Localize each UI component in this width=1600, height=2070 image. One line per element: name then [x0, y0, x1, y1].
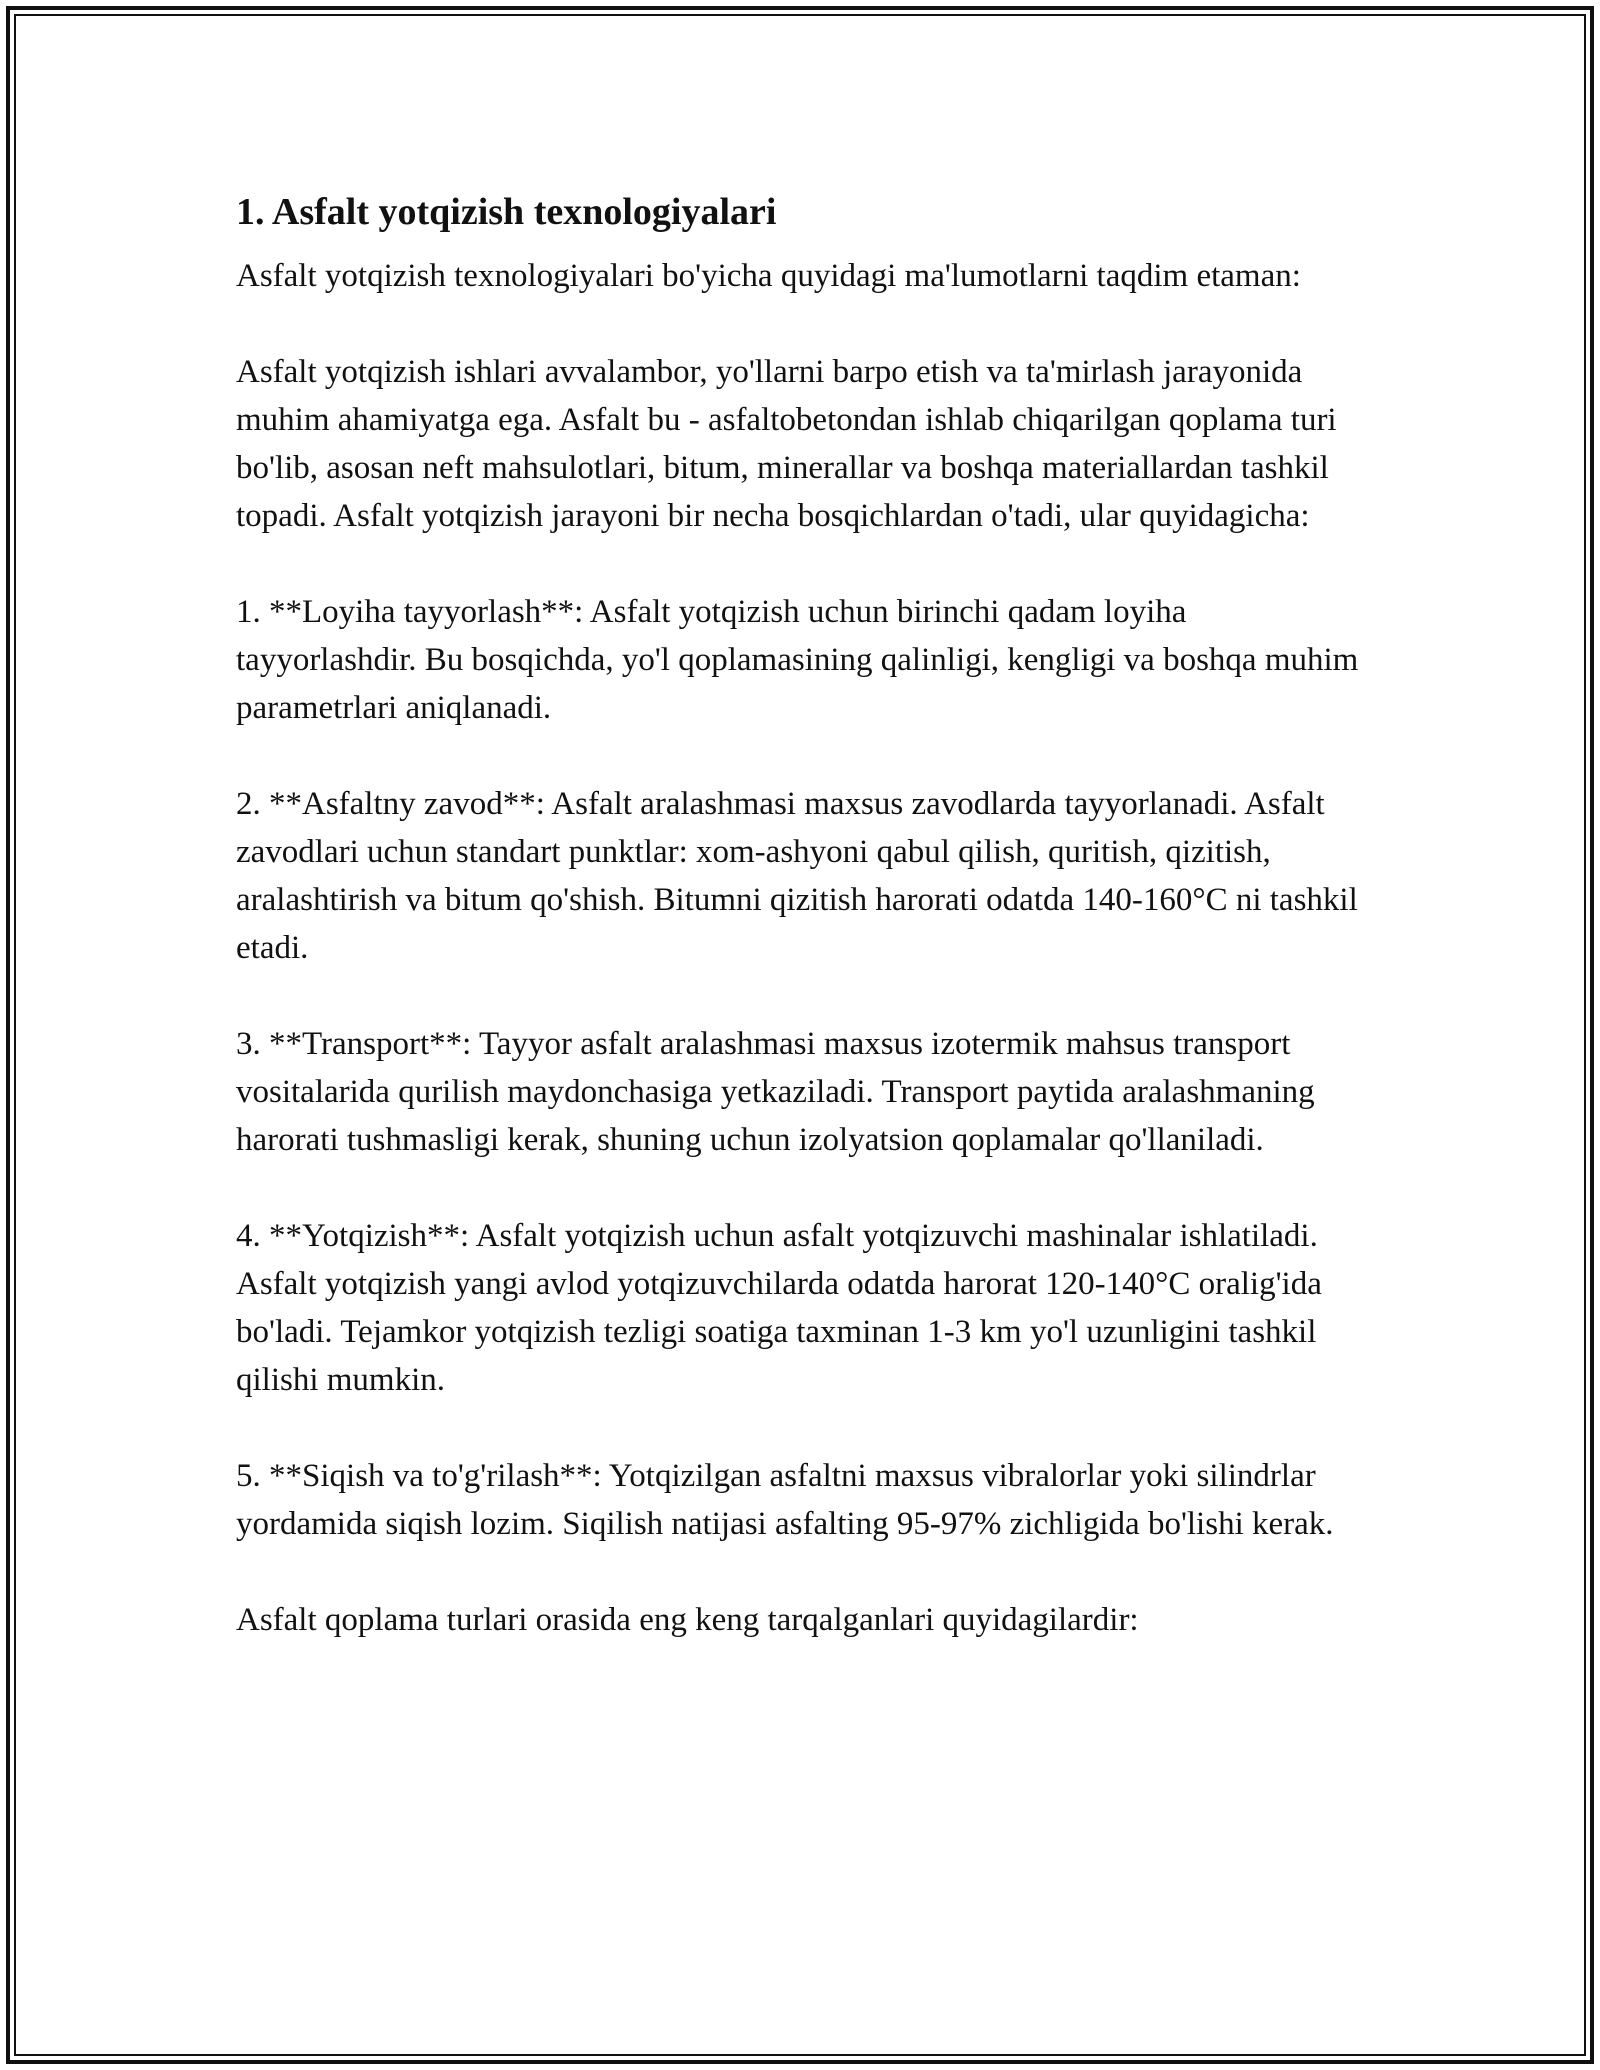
step-3-paragraph: 3. **Transport**: Tayyor asfalt aralashmasi maxsus izotermik mahsus transport vositalarida qurilish maydonchasiga yetkaziladi. Transport paytida aralashmaning harorati tushmasligi kerak, shuning uchun izolyatsion qoplamalar qo'llaniladi. — [236, 1026, 1315, 1158]
step-4-paragraph: 4. **Yotqizish**: Asfalt yotqizish uchun asfalt yotqizuvchi mashinalar ishlatiladi. Asfalt yotqizish yangi avlod yotqizuvchilarda odatda harorat 120-140°C oralig'ida bo'ladi. Tejamkor yotqizish tezligi soatiga taxminan 1-3 km yo'l uzunligini tashkil qilishi mumkin. — [236, 1218, 1322, 1398]
step-2-paragraph: 2. **Asfaltny zavod**: Asfalt aralashmasi maxsus zavodlarda tayyorlanadi. Asfalt zavodlari uchun standart punktlar: xom-ashyoni qabul qilish, quritish, qizitish, aralashtirish va bitum qo'shish. Bitumni qizitish harorati odatda 140-160°C ni tashkil etadi. — [236, 786, 1358, 966]
step-1-paragraph: 1. **Loyiha tayyorlash**: Asfalt yotqizish uchun birinchi qadam loyiha tayyorlashdir. Bu bosqichda, yo'l qoplamasining qalinligi, kengligi va boshqa muhim parametrlari aniqlanadi. — [236, 594, 1359, 726]
overview-paragraph: Asfalt yotqizish ishlari avvalambor, yo'llarni barpo etish va ta'mirlash jarayonida muhim ahamiyatga ega. Asfalt bu - asfaltobetondan ishlab chiqarilgan qoplama turi bo'lib, asosan neft mahsulotlari, bitum, minerallar va boshqa materiallardan tashkil topadi. Asfalt yotqizish jarayoni bir necha bosqichlardan o'tadi, ular quyidagicha: — [236, 354, 1337, 534]
document-title: 1. Asfalt yotqizish texnologiyalari — [236, 191, 777, 233]
intro-paragraph: Asfalt yotqizish texnologiyalari bo'yicha quyidagi ma'lumotlarni taqdim etaman: — [236, 258, 1301, 294]
document-body — [236, 186, 1366, 1692]
step-5-paragraph: 5. **Siqish va to'g'rilash**: Yotqizilgan asfaltni maxsus vibralorlar yoki silindrlar yordamida siqish lozim. Siqilish natijasi asfalting 95-97% zichligida bo'lishi kerak. — [236, 1458, 1334, 1542]
closing-paragraph: Asfalt qoplama turlari orasida eng keng tarqalganlari quyidagilardir: — [236, 1602, 1139, 1638]
